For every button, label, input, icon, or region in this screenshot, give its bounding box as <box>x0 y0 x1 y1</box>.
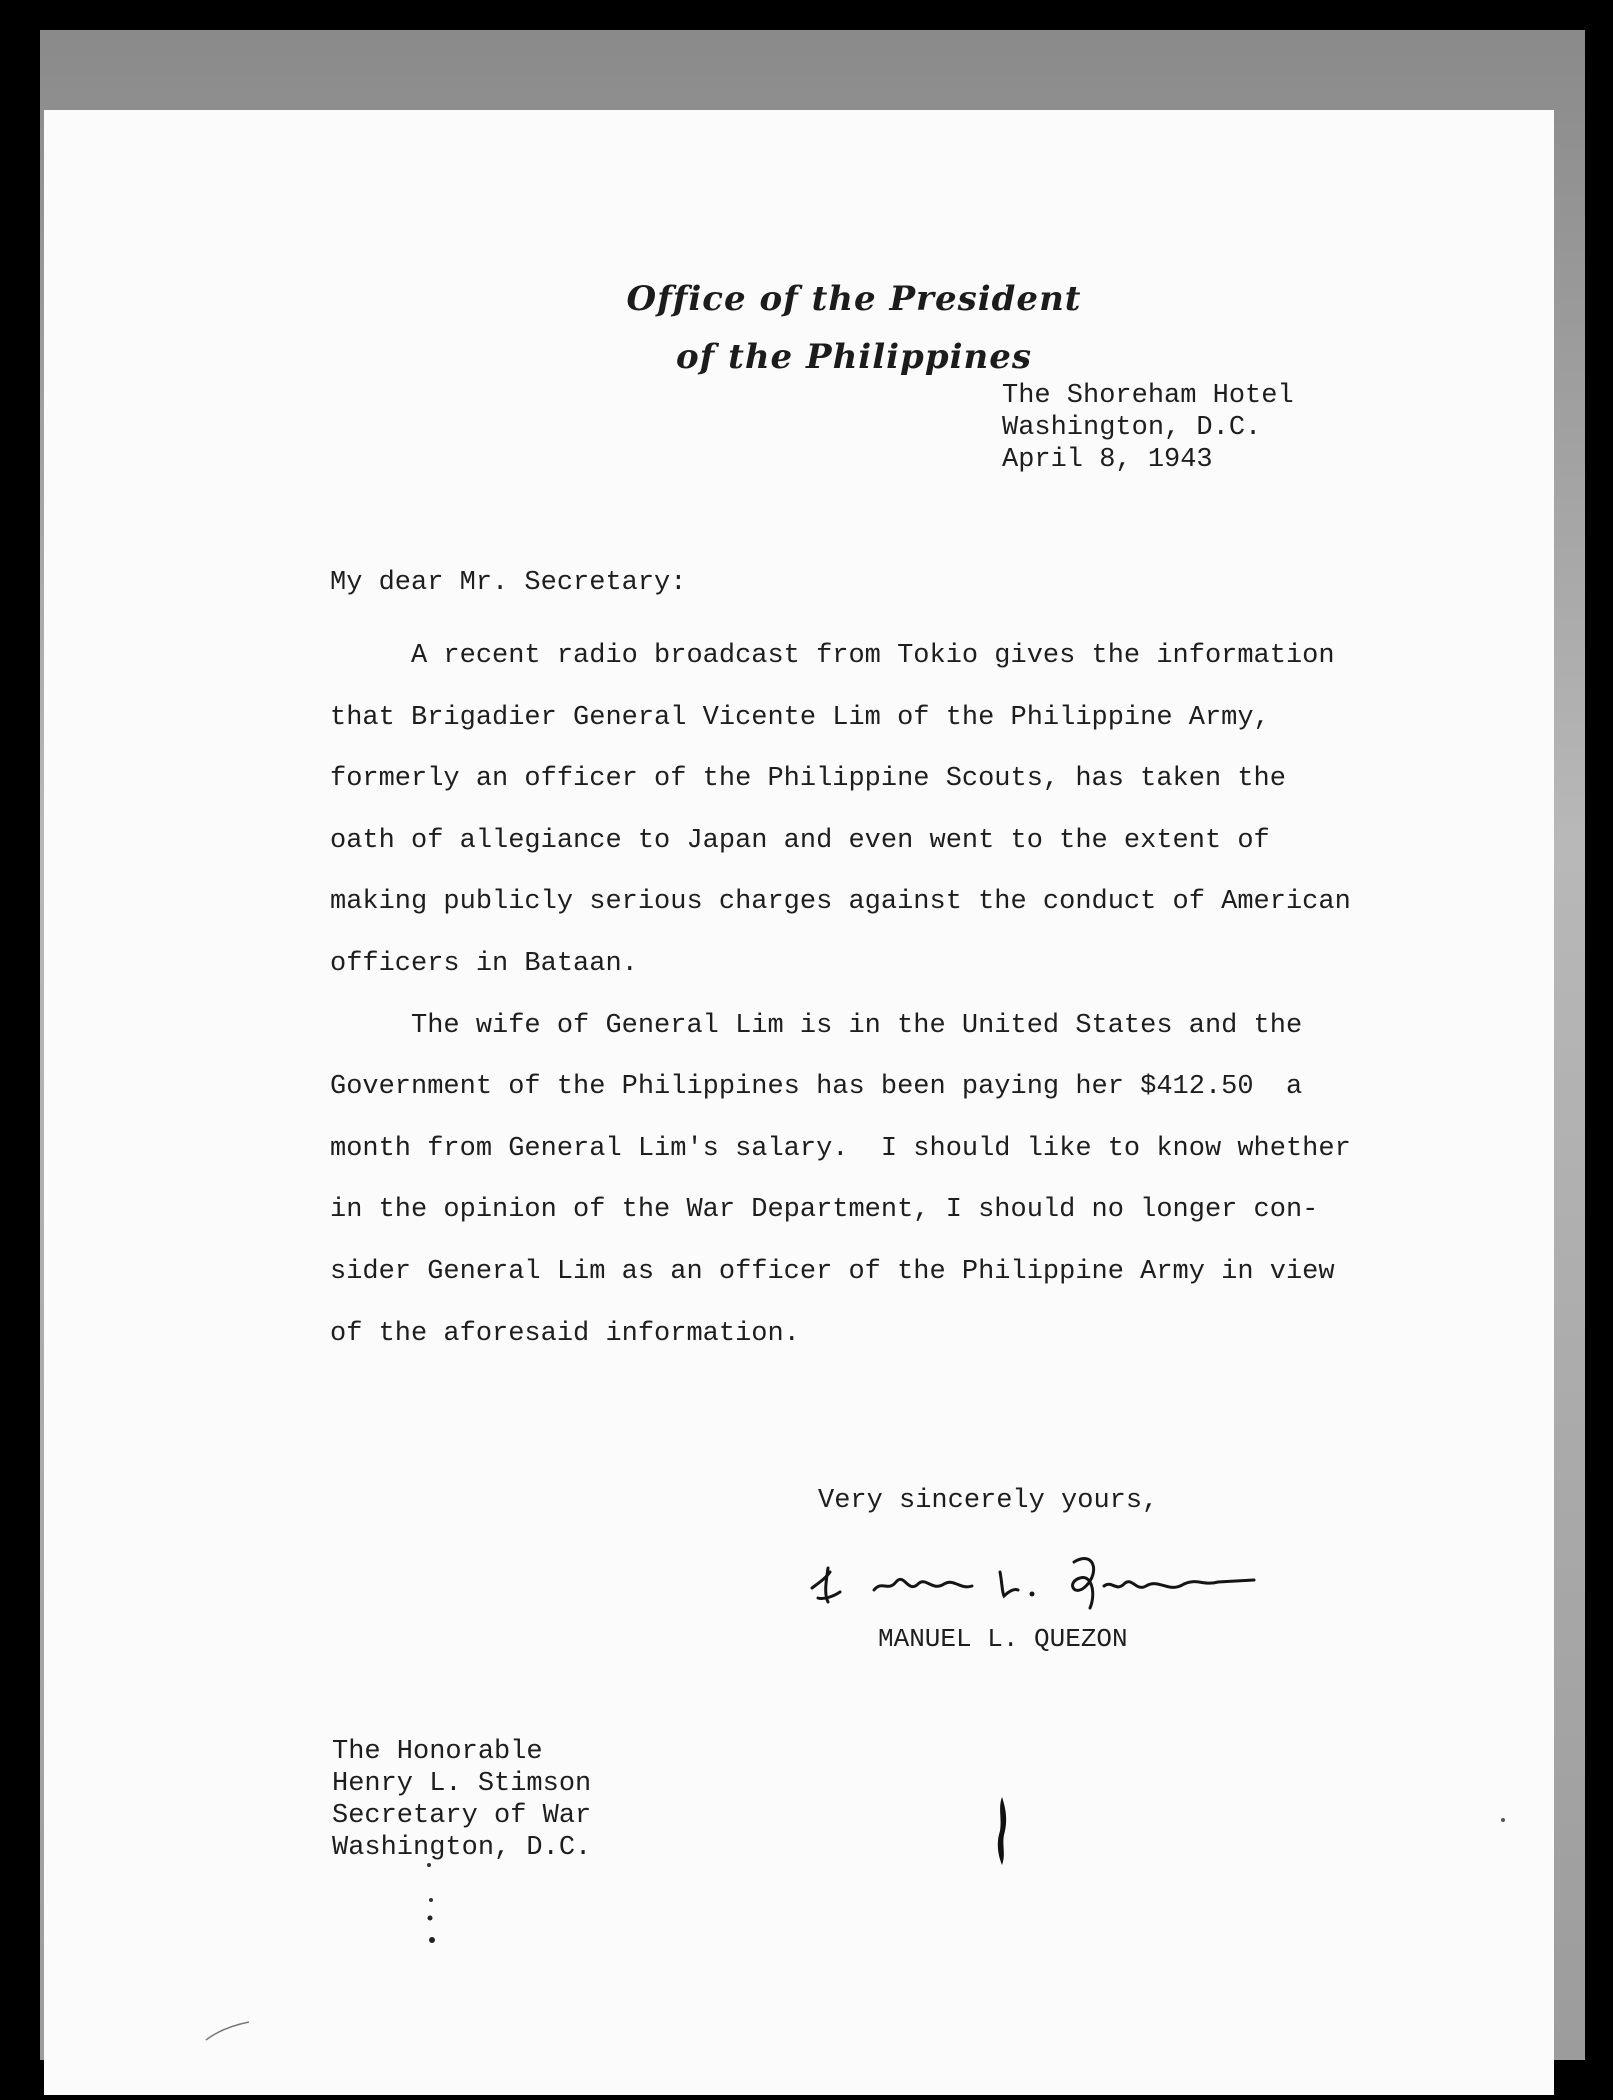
recipient-line-4: Washington, D.C. <box>332 1833 592 1863</box>
closing: Very sincerely yours, <box>818 1486 1159 1516</box>
letter-date: April 8, 1943 <box>1002 445 1213 475</box>
scan-specks <box>44 110 1554 2095</box>
body-line: The wife of General Lim is in the United States and the <box>330 1010 1303 1041</box>
letterhead-line-2: of the Philippines <box>675 337 1033 377</box>
salutation: My dear Mr. Secretary: <box>330 568 687 598</box>
body-line: in the opinion of the War Department, I should no longer con- <box>330 1195 1319 1226</box>
body-line: formerly an officer of the Philippine Scouts, has taken the <box>330 764 1286 795</box>
body-line: officers in Bataan. <box>330 948 638 979</box>
body-line: of the aforesaid information. <box>330 1318 800 1349</box>
letter-page <box>44 110 1554 2095</box>
body-line: sider General Lim as an officer of the Philippine Army in view <box>330 1256 1335 1287</box>
body-line: A recent radio broadcast from Tokio gives the information <box>330 641 1335 671</box>
body-line: month from General Lim's salary. I should like to know whether <box>330 1133 1351 1164</box>
signer-name: MANUEL L. QUEZON <box>878 1624 1128 1654</box>
body-line: making publicly serious charges against the conduct of American <box>330 887 1351 918</box>
recipient-line-3: Secretary of War <box>332 1801 592 1831</box>
letterhead-line-1: Office of the President <box>626 279 1082 319</box>
recipient-line-1: The Honorable <box>332 1737 543 1767</box>
sender-address-line-2: Washington, D.C. <box>1002 413 1262 443</box>
recipient-line-2: Henry L. Stimson <box>332 1769 592 1799</box>
body-line: that Brigadier General Vicente Lim of the Philippine Army, <box>330 702 1270 733</box>
body-line: Government of the Philippines has been paying her $412.50 a <box>330 1072 1303 1103</box>
body-line: oath of allegiance to Japan and even went to the extent of <box>330 825 1270 856</box>
sender-address-line-1: The Shoreham Hotel <box>1002 381 1294 411</box>
